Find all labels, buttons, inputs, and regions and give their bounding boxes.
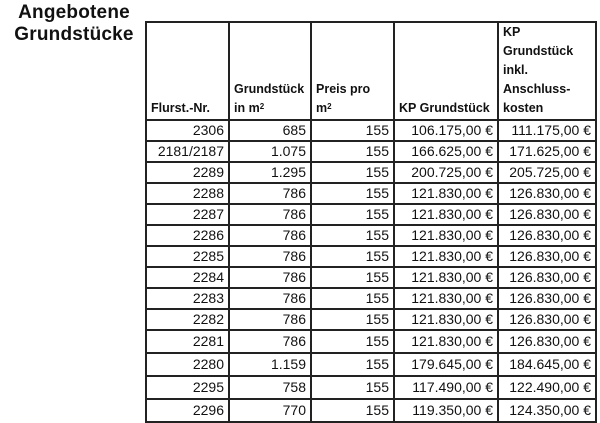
cell-flaeche: 758 bbox=[229, 376, 311, 399]
cell-kp: 121.830,00 € bbox=[394, 288, 498, 309]
table-body bbox=[146, 120, 596, 422]
cell-preis: 155 bbox=[311, 353, 394, 376]
cell-flaeche: 786 bbox=[229, 183, 311, 204]
cell-flurst-nr: 2285 bbox=[146, 246, 229, 267]
table-row bbox=[146, 353, 596, 376]
table-row bbox=[146, 120, 596, 141]
cell-kp-inkl: 126.830,00 € bbox=[498, 288, 596, 309]
cell-preis: 155 bbox=[311, 141, 394, 162]
table-row bbox=[146, 288, 596, 309]
cell-preis: 155 bbox=[311, 309, 394, 330]
cell-kp: 119.350,00 € bbox=[394, 399, 498, 422]
table-row bbox=[146, 267, 596, 288]
cell-preis: 155 bbox=[311, 288, 394, 309]
table-row bbox=[146, 204, 596, 225]
cell-flurst-nr: 2286 bbox=[146, 225, 229, 246]
cell-kp: 166.625,00 € bbox=[394, 141, 498, 162]
cell-flurst-nr: 2296 bbox=[146, 399, 229, 422]
cell-preis: 155 bbox=[311, 162, 394, 183]
cell-flurst-nr: 2289 bbox=[146, 162, 229, 183]
cell-flaeche: 1.075 bbox=[229, 141, 311, 162]
table-row bbox=[146, 162, 596, 183]
header-row bbox=[146, 22, 596, 120]
cell-kp: 117.490,00 € bbox=[394, 376, 498, 399]
cell-flaeche: 685 bbox=[229, 120, 311, 141]
plots-table bbox=[145, 21, 597, 423]
title-line-2: Grundstücke bbox=[14, 24, 134, 45]
header-preis-pro-m2: Preis pro $m^2$ bbox=[311, 22, 394, 120]
cell-kp: 121.830,00 € bbox=[394, 330, 498, 353]
cell-flaeche: 770 bbox=[229, 399, 311, 422]
cell-flurst-nr: 2295 bbox=[146, 376, 229, 399]
header-kp-inkl-anschlusskosten: KP Grundstück inkl. Anschluss- kosten bbox=[498, 22, 596, 120]
cell-kp-inkl: 205.725,00 € bbox=[498, 162, 596, 183]
cell-preis: 155 bbox=[311, 399, 394, 422]
table-row bbox=[146, 399, 596, 422]
header-kp-grundstueck: KP Grundstück bbox=[394, 22, 498, 120]
cell-kp-inkl: 126.830,00 € bbox=[498, 204, 596, 225]
cell-kp: 106.175,00 € bbox=[394, 120, 498, 141]
cell-flaeche: 786 bbox=[229, 309, 311, 330]
cell-flurst-nr: 2284 bbox=[146, 267, 229, 288]
cell-kp-inkl: 126.830,00 € bbox=[498, 309, 596, 330]
cell-kp-inkl: 111.175,00 € bbox=[498, 120, 596, 141]
cell-flurst-nr: 2306 bbox=[146, 120, 229, 141]
cell-flaeche: 1.295 bbox=[229, 162, 311, 183]
table-row bbox=[146, 330, 596, 353]
cell-kp: 121.830,00 € bbox=[394, 246, 498, 267]
cell-kp: 121.830,00 € bbox=[394, 204, 498, 225]
cell-flurst-nr: 2281 bbox=[146, 330, 229, 353]
page-title bbox=[4, 2, 144, 46]
cell-kp-inkl: 126.830,00 € bbox=[498, 267, 596, 288]
cell-flurst-nr: 2280 bbox=[146, 353, 229, 376]
cell-kp-inkl: 126.830,00 € bbox=[498, 183, 596, 204]
cell-kp-inkl: 126.830,00 € bbox=[498, 225, 596, 246]
table-row bbox=[146, 376, 596, 399]
header-grundstueck-m2: Grundstück in $m^2$ bbox=[229, 22, 311, 120]
header-flurst-nr: Flurst.-Nr. bbox=[146, 22, 229, 120]
cell-flaeche: 786 bbox=[229, 267, 311, 288]
cell-flurst-nr: 2181/2187 bbox=[146, 141, 229, 162]
cell-kp: 121.830,00 € bbox=[394, 183, 498, 204]
table-row bbox=[146, 246, 596, 267]
cell-kp: 179.645,00 € bbox=[394, 353, 498, 376]
title-line-1: Angebotene bbox=[18, 2, 130, 23]
cell-flurst-nr: 2288 bbox=[146, 183, 229, 204]
cell-kp-inkl: 124.350,00 € bbox=[498, 399, 596, 422]
table-row bbox=[146, 225, 596, 246]
cell-kp-inkl: 126.830,00 € bbox=[498, 330, 596, 353]
cell-flaeche: 1.159 bbox=[229, 353, 311, 376]
cell-kp-inkl: 184.645,00 € bbox=[498, 353, 596, 376]
cell-preis: 155 bbox=[311, 246, 394, 267]
cell-preis: 155 bbox=[311, 204, 394, 225]
cell-flaeche: 786 bbox=[229, 204, 311, 225]
cell-preis: 155 bbox=[311, 376, 394, 399]
cell-kp: 121.830,00 € bbox=[394, 225, 498, 246]
cell-preis: 155 bbox=[311, 120, 394, 141]
cell-preis: 155 bbox=[311, 183, 394, 204]
cell-flaeche: 786 bbox=[229, 288, 311, 309]
cell-flurst-nr: 2287 bbox=[146, 204, 229, 225]
cell-flurst-nr: 2283 bbox=[146, 288, 229, 309]
cell-flaeche: 786 bbox=[229, 246, 311, 267]
cell-kp: 121.830,00 € bbox=[394, 309, 498, 330]
cell-preis: 155 bbox=[311, 330, 394, 353]
cell-kp-inkl: 171.625,00 € bbox=[498, 141, 596, 162]
table-row bbox=[146, 141, 596, 162]
table-row bbox=[146, 183, 596, 204]
cell-flaeche: 786 bbox=[229, 225, 311, 246]
cell-kp-inkl: 122.490,00 € bbox=[498, 376, 596, 399]
cell-kp: 200.725,00 € bbox=[394, 162, 498, 183]
cell-preis: 155 bbox=[311, 267, 394, 288]
table-row bbox=[146, 309, 596, 330]
cell-flaeche: 786 bbox=[229, 330, 311, 353]
cell-kp: 121.830,00 € bbox=[394, 267, 498, 288]
cell-preis: 155 bbox=[311, 225, 394, 246]
cell-kp-inkl: 126.830,00 € bbox=[498, 246, 596, 267]
cell-flurst-nr: 2282 bbox=[146, 309, 229, 330]
